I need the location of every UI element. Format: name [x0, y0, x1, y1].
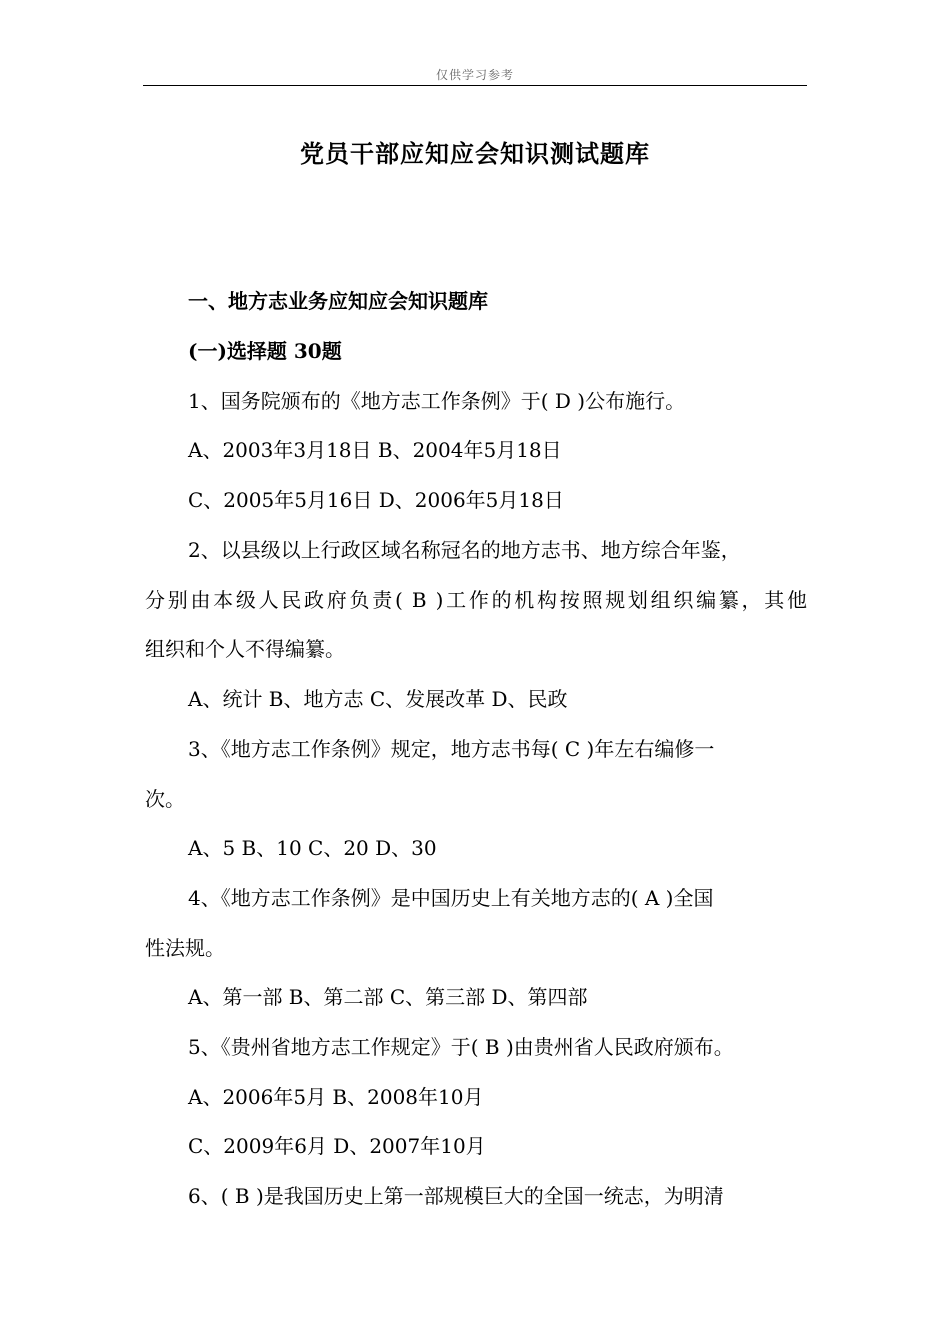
- question-5-options-a-b: A、2006年5月 B、2008年10月: [188, 1085, 484, 1109]
- question-4-line-1: 4、《地方志工作条例》是中国历史上有关地方志的( A )全国: [188, 886, 714, 910]
- document-title: 党员干部应知应会知识测试题库: [300, 139, 650, 168]
- question-2-options: A、统计 B、地方志 C、发展改革 D、民政: [188, 687, 568, 711]
- question-1-options-c-d: C、2005年5月16日 D、2006年5月18日: [188, 488, 564, 512]
- question-2-line-3: 组织和个人不得编纂。: [145, 637, 345, 661]
- question-1-options-a-b: A、2003年3月18日 B、2004年5月18日: [188, 438, 562, 462]
- question-4-line-2: 性法规。: [145, 936, 225, 960]
- question-6-line-1: 6、( B )是我国历史上第一部规模巨大的全国一统志，为明清: [188, 1184, 724, 1208]
- subsection-heading: (一)选择题 30题: [188, 339, 342, 363]
- question-5-options-c-d: C、2009年6月 D、2007年10月: [188, 1134, 486, 1158]
- question-5: 5、《贵州省地方志工作规定》于( B )由贵州省人民政府颁布。: [188, 1035, 734, 1059]
- question-3-line-2: 次。: [145, 787, 185, 811]
- question-3-line-1: 3、《地方志工作条例》规定，地方志书每( C )年左右编修一: [188, 737, 715, 761]
- header-text: 仅供学习参考: [435, 68, 514, 82]
- section-heading: 一、地方志业务应知应会知识题库: [188, 289, 488, 313]
- question-2-line-1: 2、以县级以上行政区域名称冠名的地方志书、地方综合年鉴，: [188, 538, 741, 562]
- question-1: 1、国务院颁布的《地方志工作条例》于( D )公布施行。: [188, 389, 686, 413]
- question-2-line-2: 分别由本级人民政府负责( B )工作的机构按照规划组织编纂，其他: [145, 588, 807, 612]
- header-divider: [143, 85, 807, 86]
- question-4-options: A、第一部 B、第二部 C、第三部 D、第四部: [188, 985, 588, 1009]
- question-3-options: A、5 B、10 C、20 D、30: [188, 836, 437, 860]
